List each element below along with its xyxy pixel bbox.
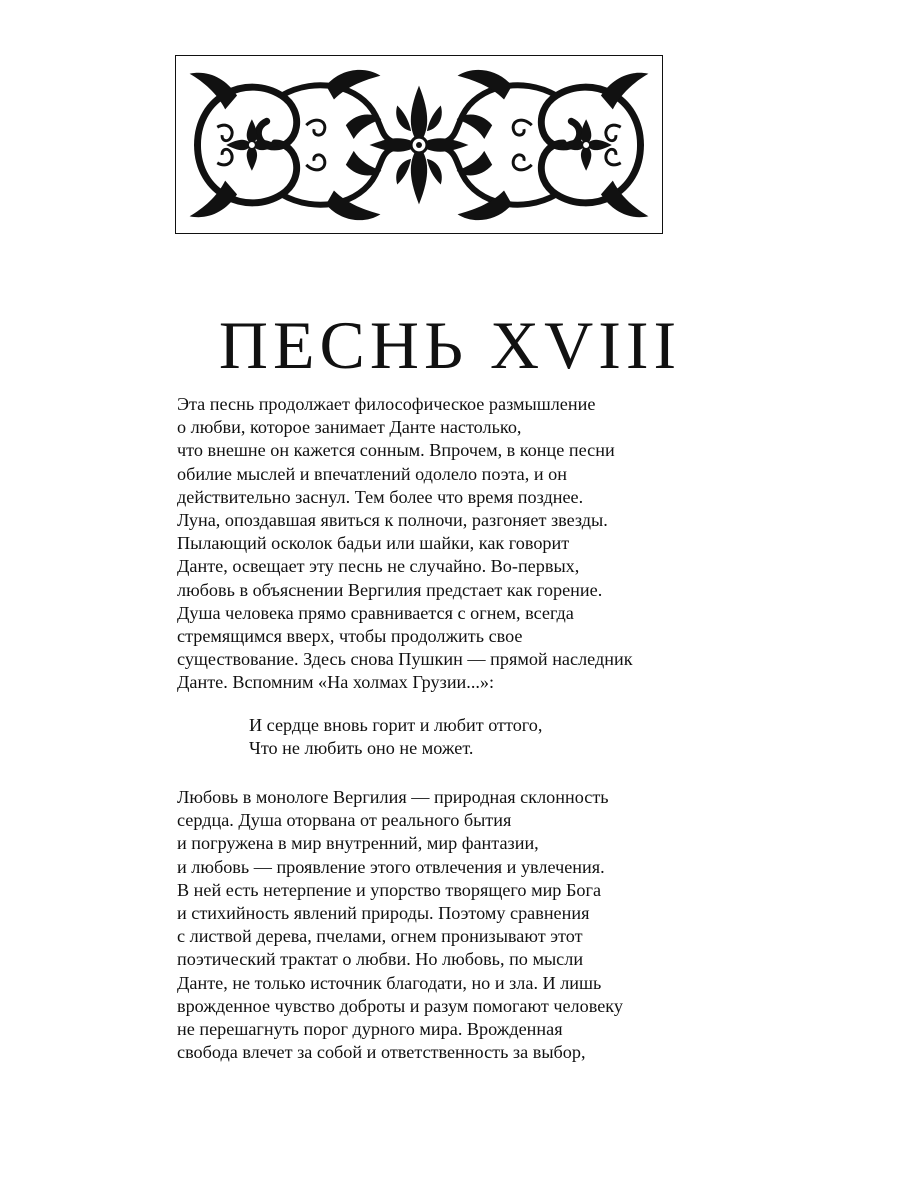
text-line: обилие мыслей и впечатлений одолело поэта, и он: [177, 463, 567, 484]
text-line: Луна, опоздавшая явиться к полночи, разгоняет звезды.: [177, 510, 608, 531]
paragraph-1: [177, 393, 677, 695]
text-line: действительно заснул. Тем более что время позднее.: [177, 486, 584, 507]
text-line: В ней есть нетерпение и упорство творящего мир Бога: [177, 879, 602, 900]
text-line: Данте, не только источник благодати, но и зла. И лишь: [177, 972, 602, 993]
text-line: поэтический трактат о любви. Но любовь, по мысли: [177, 949, 584, 970]
text-line: и любовь — проявление этого отвлечения и увлечения.: [177, 856, 605, 877]
verse-line: Что не любить оно не может.: [249, 738, 474, 759]
text-line: сердца. Душа оторвана от реального бытия: [177, 810, 512, 831]
text-line: Душа человека прямо сравнивается с огнем, всегда: [177, 602, 574, 623]
text-line: что внешне он кажется сонным. Впрочем, в конце песни: [177, 440, 615, 461]
text-line: Данте. Вспомним «На холмах Грузии...»:: [177, 672, 495, 693]
text-line: и стихийность явлений природы. Поэтому сравнения: [177, 903, 590, 924]
chapter-title: ПЕСНЬ XVIII: [218, 307, 682, 383]
text-line: любовь в объяснении Вергилия предстает как горение.: [177, 579, 603, 600]
paragraph-2: [177, 786, 677, 1064]
text-line: не перешагнуть порог дурного мира. Врожденная: [177, 1019, 563, 1040]
text-line: врожденное чувство доброты и разум помогают человеку: [177, 995, 623, 1016]
verse-quote: [249, 714, 749, 760]
text-line: Пылающий осколок бадьи или шайки, как говорит: [177, 533, 570, 554]
text-line: о любви, которое занимает Данте настолько,: [177, 417, 522, 438]
text-line: существование. Здесь снова Пушкин — прямой наследник: [177, 649, 633, 670]
text-line: Данте, освещает эту песнь не случайно. Во-первых,: [177, 556, 580, 577]
arabesque-ornament-icon: [175, 55, 663, 234]
text-line: и погружена в мир внутренний, мир фантазии,: [177, 833, 539, 854]
text-line: Эта песнь продолжает философическое размышление: [177, 394, 596, 414]
text-line: свобода влечет за собой и ответственность за выбор,: [177, 1042, 586, 1063]
text-line: с листвой дерева, пчелами, огнем пронизывают этот: [177, 926, 583, 947]
text-line: Любовь в монологе Вергилия — природная склонность: [177, 787, 609, 807]
text-line: стремящимся вверх, чтобы продолжить свое: [177, 626, 523, 647]
verse-line: И сердце вновь горит и любит оттого,: [249, 715, 543, 735]
